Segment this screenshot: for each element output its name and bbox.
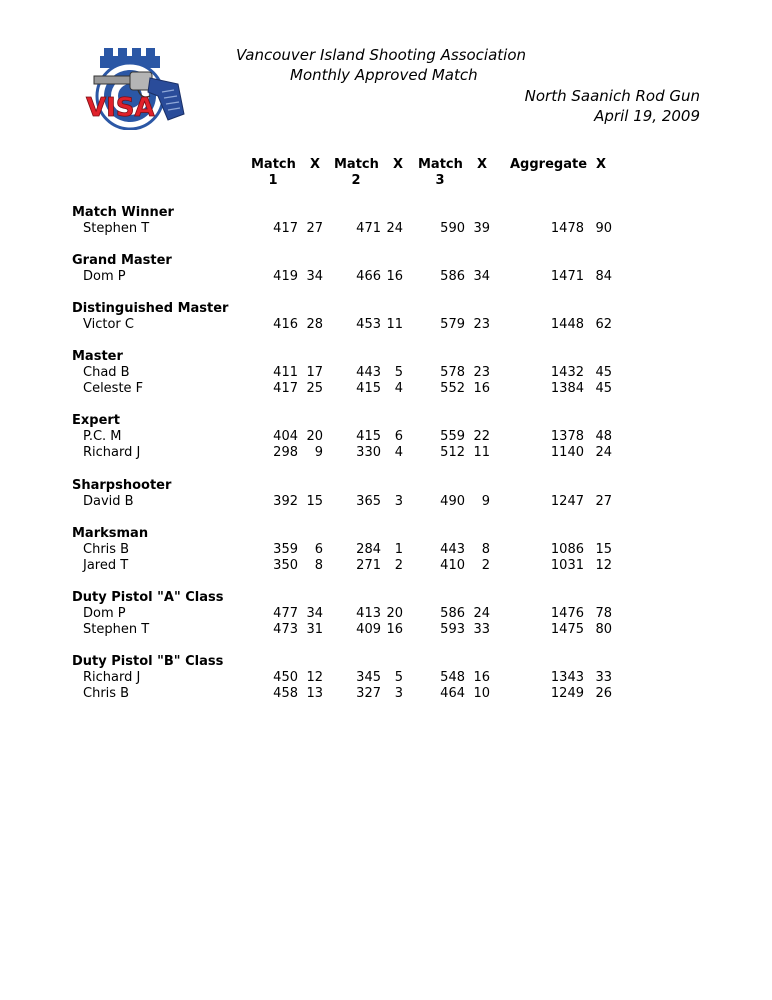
shooter-name: Jared T [83,558,129,573]
score-x1: 28 [306,317,323,332]
score-m3: 552 [440,381,465,396]
score-agg: 1478 [550,221,584,236]
score-m2: 466 [356,269,381,284]
category-title: Sharpshooter [72,478,172,493]
score-xagg: 24 [595,445,612,460]
score-m3: 464 [440,686,465,701]
score-x3: 10 [473,686,490,701]
score-m1: 417 [273,221,298,236]
score-m2: 327 [356,686,381,701]
score-x1: 27 [306,221,323,236]
score-m1: 404 [273,429,298,444]
score-m2: 471 [356,221,381,236]
score-m3: 590 [440,221,465,236]
score-m3: 443 [440,542,465,557]
score-x3: 16 [473,670,490,685]
score-xagg: 26 [595,686,612,701]
score-x2: 6 [394,429,403,444]
score-x1: 8 [314,558,323,573]
score-x3: 8 [481,542,490,557]
score-x3: 9 [481,494,490,509]
score-x3: 23 [473,317,490,332]
score-m2: 330 [356,445,381,460]
score-x3: 2 [481,558,490,573]
venue-title: North Saanich Rod Gun [524,87,700,105]
score-xagg: 80 [595,622,612,637]
shooter-name: P.C. M [83,429,122,444]
score-x2: 5 [394,670,403,685]
score-x2: 4 [394,445,403,460]
score-m3: 579 [440,317,465,332]
score-m1: 298 [273,445,298,460]
category-title: Duty Pistol "B" Class [72,654,224,669]
score-m1: 477 [273,606,298,621]
score-xagg: 62 [595,317,612,332]
shooter-name: Richard J [83,445,141,460]
score-xagg: 15 [595,542,612,557]
shooter-name: Dom P [83,606,126,621]
col-header-x2: X [393,157,404,172]
score-x2: 16 [386,622,403,637]
score-x2: 20 [386,606,403,621]
score-agg: 1384 [550,381,584,396]
category-title: Match Winner [72,205,174,220]
score-m2: 409 [356,622,381,637]
match-date: April 19, 2009 [594,107,700,125]
score-m1: 450 [273,670,298,685]
score-xagg: 78 [595,606,612,621]
score-x2: 2 [394,558,403,573]
col-header-match-3: Match 3 [418,157,463,188]
shooter-name: Stephen T [83,221,150,236]
score-x1: 17 [306,365,323,380]
score-m2: 271 [356,558,381,573]
score-xagg: 90 [595,221,612,236]
score-x3: 24 [473,606,490,621]
shooter-name: David B [83,494,134,509]
score-m2: 443 [356,365,381,380]
score-x1: 12 [306,670,323,685]
col-header-x1: X [310,157,321,172]
category-title: Distinguished Master [72,301,229,316]
match-type-title: Monthly Approved Match [290,66,478,84]
score-x2: 11 [386,317,403,332]
score-x2: 24 [386,221,403,236]
col-header-match-1: Match 1 [251,157,296,188]
score-x3: 16 [473,381,490,396]
shooter-name: Celeste F [83,381,144,396]
score-m1: 458 [273,686,298,701]
score-m1: 359 [273,542,298,557]
score-xagg: 33 [595,670,612,685]
score-agg: 1249 [550,686,584,701]
score-x1: 15 [306,494,323,509]
score-m1: 350 [273,558,298,573]
score-x1: 34 [306,606,323,621]
score-m1: 392 [273,494,298,509]
score-x2: 16 [386,269,403,284]
score-xagg: 45 [595,381,612,396]
score-agg: 1247 [550,494,584,509]
score-m3: 512 [440,445,465,460]
score-m1: 416 [273,317,298,332]
score-m3: 593 [440,622,465,637]
score-xagg: 12 [595,558,612,573]
score-m2: 415 [356,429,381,444]
org-title: Vancouver Island Shooting Association [236,46,527,64]
score-agg: 1448 [550,317,584,332]
score-agg: 1432 [550,365,584,380]
score-x1: 6 [314,542,323,557]
category-title: Duty Pistol "A" Class [72,590,224,605]
category-title: Expert [72,413,121,428]
score-xagg: 48 [595,429,612,444]
score-x1: 25 [306,381,323,396]
score-agg: 1140 [550,445,584,460]
score-agg: 1031 [550,558,584,573]
score-x1: 9 [314,445,323,460]
score-x2: 3 [394,494,403,509]
score-m3: 578 [440,365,465,380]
col-header-x3: X [477,157,488,172]
score-m3: 559 [440,429,465,444]
category-title: Master [72,349,123,364]
shooter-name: Victor C [83,317,134,332]
score-x1: 20 [306,429,323,444]
shooter-name: Chris B [83,686,130,701]
shooter-name: Stephen T [83,622,150,637]
score-x1: 13 [306,686,323,701]
score-m1: 417 [273,381,298,396]
score-m2: 453 [356,317,381,332]
score-m2: 415 [356,381,381,396]
score-m3: 586 [440,606,465,621]
score-x2: 5 [394,365,403,380]
score-xagg: 45 [595,365,612,380]
score-m2: 413 [356,606,381,621]
col-header-xagg: X [596,157,607,172]
shooter-name: Chris B [83,542,130,557]
score-m3: 410 [440,558,465,573]
category-title: Marksman [72,526,149,541]
score-m2: 345 [356,670,381,685]
score-agg: 1475 [550,622,584,637]
score-x3: 39 [473,221,490,236]
score-x3: 33 [473,622,490,637]
score-agg: 1471 [550,269,584,284]
category-title: Grand Master [72,253,172,268]
score-m3: 490 [440,494,465,509]
score-agg: 1343 [550,670,584,685]
score-x3: 34 [473,269,490,284]
score-agg: 1086 [550,542,584,557]
score-x2: 4 [394,381,403,396]
score-m3: 586 [440,269,465,284]
score-agg: 1476 [550,606,584,621]
col-header-aggregate: Aggregate [510,157,588,172]
score-x2: 1 [394,542,403,557]
score-m1: 419 [273,269,298,284]
svg-text:VISA: VISA [86,93,155,123]
score-x3: 23 [473,365,490,380]
score-agg: 1378 [550,429,584,444]
score-xagg: 84 [595,269,612,284]
score-m2: 284 [356,542,381,557]
score-x1: 34 [306,269,323,284]
shooter-name: Chad B [83,365,130,380]
score-x3: 11 [473,445,490,460]
score-x2: 3 [394,686,403,701]
score-x3: 22 [473,429,490,444]
score-m2: 365 [356,494,381,509]
shooter-name: Dom P [83,269,126,284]
shooter-name: Richard J [83,670,141,685]
score-xagg: 27 [595,494,612,509]
score-m3: 548 [440,670,465,685]
score-m1: 411 [273,365,298,380]
score-x1: 31 [306,622,323,637]
score-m1: 473 [273,622,298,637]
col-header-match-2: Match 2 [334,157,379,188]
